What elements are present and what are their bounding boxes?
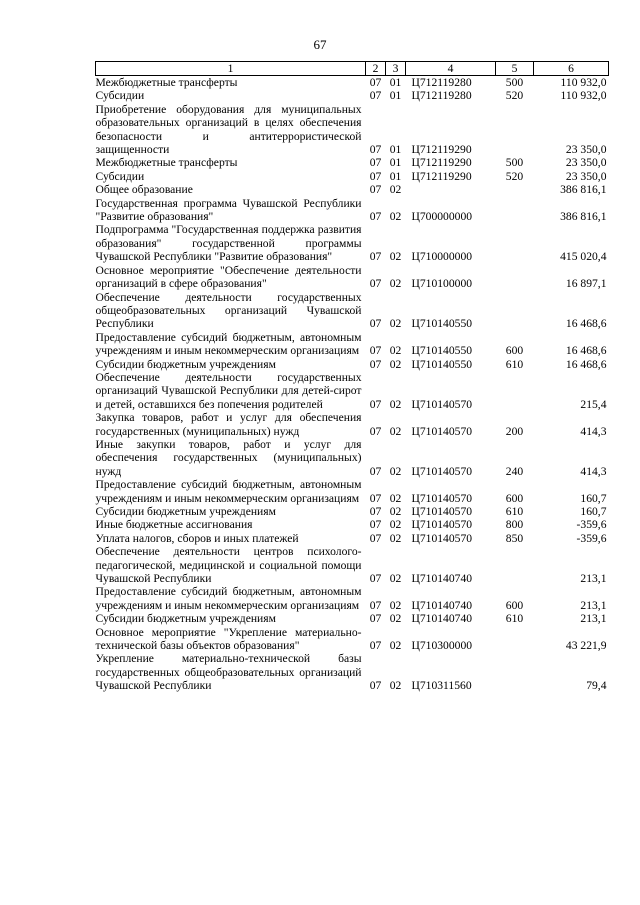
row-expense-type-cell: 520: [505, 89, 524, 103]
page-number: 67: [313, 37, 327, 52]
row-section-cell: 07: [369, 491, 382, 505]
table-row: [96, 532, 609, 545]
row-subsection-cell: 02: [389, 183, 402, 197]
row-amount-cell: 213,1: [580, 612, 607, 626]
row-section-cell: 07: [369, 317, 382, 331]
row-name-cell: Уплата налогов, сборов и иных платежей: [95, 531, 299, 545]
row-expense-type-cell: [496, 626, 534, 653]
row-amount-cell: 215,4: [580, 397, 607, 411]
row-section-cell: 07: [369, 397, 382, 411]
table-row: [96, 223, 609, 263]
row-section-cell: 07: [369, 598, 382, 612]
row-expense-type-cell: 610: [505, 505, 524, 518]
row-section-cell: 07: [369, 464, 382, 478]
row-expense-type-cell: 610: [505, 612, 524, 626]
row-subsection-cell: 02: [389, 491, 402, 505]
row-name-cell: Приобретение оборудования для муниципальных образовательных организаций в целях обеспечения безопасности и антитеррористической защищенности: [95, 102, 362, 157]
row-expense-type-cell: 600: [505, 598, 524, 612]
row-subsection-cell: 02: [389, 317, 402, 331]
row-subsection-cell: 02: [389, 250, 402, 264]
row-amount-cell: 16 468,6: [565, 344, 607, 358]
row-expense-type-cell: [496, 223, 534, 263]
table-row: [96, 89, 609, 102]
header-col-target-article: 4: [406, 62, 496, 76]
row-section-cell: 07: [369, 156, 382, 170]
row-name-cell: Субсидии бюджетным учреждениям: [95, 357, 276, 371]
row-amount-cell: 110 932,0: [560, 76, 607, 89]
table-row: [96, 156, 609, 169]
row-name-cell: Субсидии бюджетным учреждениям: [95, 505, 276, 518]
row-section-cell: 07: [369, 169, 382, 183]
budget-table: [95, 61, 609, 693]
row-amount-cell: -359,6: [576, 518, 607, 532]
row-name-cell: Закупка товаров, работ и услуг для обеспечения государственных (муниципальных) нужд: [95, 411, 362, 438]
table-row: [96, 505, 609, 518]
row-name-cell: Обеспечение деятельности центров психолого-педагогической, медицинской и социальной помощи Чувашской Республики: [95, 545, 362, 586]
row-name-cell: Государственная программа Чувашской Республики "Развитие образования": [95, 196, 362, 224]
row-name-cell: Основное мероприятие "Обеспечение деятельности организаций в сфере образования": [95, 263, 362, 291]
row-expense-type-cell: 520: [505, 169, 524, 183]
row-section-cell: 07: [369, 572, 382, 586]
row-target-article-cell: Ц710140570: [411, 397, 473, 411]
row-name-cell: Основное мероприятие "Укрепление материально-технической базы объектов образования": [95, 625, 362, 653]
row-section-cell: 07: [369, 344, 382, 358]
row-subsection-cell: 02: [389, 518, 402, 532]
row-target-article-cell: Ц710100000: [411, 277, 473, 291]
row-target-article-cell: Ц712119280: [411, 76, 472, 89]
row-expense-type-cell: 500: [505, 76, 524, 89]
row-target-article-cell: Ц712119280: [411, 89, 472, 103]
row-expense-type-cell: 600: [505, 491, 524, 505]
row-subsection-cell: 02: [389, 505, 402, 518]
row-amount-cell: 110 932,0: [560, 89, 607, 103]
table-header-row: [96, 62, 609, 76]
row-section-cell: 07: [369, 89, 382, 103]
row-amount-cell: 23 350,0: [565, 156, 607, 170]
row-name-cell: Иные закупки товаров, работ и услуг для обеспечения государственных (муниципальных) нужд: [95, 437, 362, 478]
row-section-cell: 07: [369, 210, 382, 224]
header-col-expense-type: 5: [496, 62, 534, 76]
row-section-cell: 07: [369, 518, 382, 532]
table-row: [96, 478, 609, 505]
row-amount-cell: 16 468,6: [565, 317, 607, 331]
table-row: [96, 411, 609, 438]
row-amount-cell: 23 350,0: [565, 169, 607, 183]
row-subsection-cell: 02: [389, 572, 402, 586]
table-row: [96, 612, 609, 625]
table-row: [96, 545, 609, 585]
row-subsection-cell: 02: [389, 344, 402, 358]
row-section-cell: 07: [369, 277, 382, 291]
row-amount-cell: 16 897,1: [565, 277, 607, 291]
row-section-cell: 07: [369, 612, 382, 626]
row-target-article-cell: Ц710140740: [411, 572, 473, 586]
row-amount-cell: 386 816,1: [560, 210, 607, 224]
row-target-article-cell: [406, 183, 496, 196]
row-expense-type-cell: [496, 183, 534, 196]
row-section-cell: 07: [369, 143, 382, 157]
row-name-cell: Общее образование: [95, 183, 193, 197]
row-subsection-cell: 02: [389, 612, 402, 626]
row-subsection-cell: 02: [389, 464, 402, 478]
row-target-article-cell: Ц712119290: [411, 143, 472, 157]
row-target-article-cell: Ц712119290: [411, 169, 472, 183]
table-row: [96, 197, 609, 224]
row-subsection-cell: 01: [389, 156, 402, 170]
table-row: [96, 183, 609, 196]
row-subsection-cell: 02: [389, 679, 402, 693]
row-section-cell: 07: [369, 639, 382, 653]
row-section-cell: 07: [369, 250, 382, 264]
row-target-article-cell: Ц712119290: [411, 156, 472, 170]
row-expense-type-cell: 240: [505, 464, 524, 478]
header-col-amount: 6: [534, 62, 609, 76]
row-expense-type-cell: [496, 371, 534, 411]
row-expense-type-cell: [496, 545, 534, 585]
table-row: [96, 652, 609, 692]
row-target-article-cell: Ц710140570: [411, 464, 473, 478]
row-subsection-cell: 02: [389, 357, 402, 371]
row-expense-type-cell: 800: [505, 518, 524, 532]
row-amount-cell: 16 468,6: [565, 357, 607, 371]
row-expense-type-cell: 200: [505, 424, 524, 438]
table-row: [96, 264, 609, 291]
row-name-cell: Субсидии: [95, 89, 145, 103]
row-subsection-cell: 02: [389, 531, 402, 545]
row-target-article-cell: Ц710140550: [411, 344, 473, 358]
row-expense-type-cell: 500: [505, 156, 524, 170]
row-expense-type-cell: 600: [505, 344, 524, 358]
row-expense-type-cell: [496, 264, 534, 291]
table-row: [96, 103, 609, 157]
row-subsection-cell: 02: [389, 598, 402, 612]
row-section-cell: 07: [369, 679, 382, 693]
row-target-article-cell: Ц710300000: [411, 639, 473, 653]
table-row: [96, 438, 609, 478]
row-amount-cell: 79,4: [586, 679, 607, 693]
row-amount-cell: 213,1: [580, 572, 607, 586]
row-expense-type-cell: 850: [505, 531, 524, 545]
row-amount-cell: 386 816,1: [560, 183, 607, 197]
table-row: [96, 291, 609, 331]
row-section-cell: 07: [369, 183, 382, 197]
row-name-cell: Субсидии: [95, 169, 145, 183]
row-target-article-cell: Ц710140550: [411, 357, 473, 371]
row-name-cell: Предоставление субсидий бюджетным, автономным учреждениям и иным некоммерческим организациям: [95, 330, 362, 358]
row-amount-cell: 23 350,0: [565, 143, 607, 157]
row-subsection-cell: 02: [389, 639, 402, 653]
row-target-article-cell: Ц700000000: [411, 210, 473, 224]
row-expense-type-cell: [496, 197, 534, 224]
row-expense-type-cell: [496, 103, 534, 157]
row-name-cell: Обеспечение деятельности государственных общеобразовательных организаций Чувашской Республики: [95, 290, 362, 331]
row-section-cell: 07: [369, 531, 382, 545]
row-expense-type-cell: 610: [505, 357, 524, 371]
table-row: [96, 331, 609, 358]
row-name-cell: Предоставление субсидий бюджетным, автономным учреждениям и иным некоммерческим организациям: [95, 585, 362, 612]
row-name-cell: Межбюджетные трансферты: [95, 156, 238, 170]
row-amount-cell: 160,7: [580, 505, 607, 518]
row-amount-cell: -359,6: [576, 531, 607, 545]
row-target-article-cell: Ц710140570: [411, 424, 473, 438]
table-row: [96, 585, 609, 612]
row-target-article-cell: Ц710000000: [411, 250, 473, 264]
row-amount-cell: 414,3: [580, 424, 607, 438]
table-row: [96, 371, 609, 411]
row-target-article-cell: Ц710140740: [411, 598, 473, 612]
row-section-cell: 07: [369, 357, 382, 371]
row-target-article-cell: Ц710140570: [411, 491, 473, 505]
table-row: [96, 76, 609, 90]
table-row: [96, 626, 609, 653]
row-name-cell: Обеспечение деятельности государственных организаций Чувашской Республики для детей-сирот и детей, оставшихся без попечения родителей: [95, 370, 362, 411]
row-section-cell: 07: [369, 76, 382, 89]
row-target-article-cell: Ц710140570: [411, 531, 473, 545]
row-target-article-cell: Ц710140550: [411, 317, 473, 331]
row-subsection-cell: 02: [389, 424, 402, 438]
table-body: [96, 76, 609, 693]
table-row: [96, 518, 609, 531]
row-name-cell: Субсидии бюджетным учреждениям: [95, 612, 276, 626]
row-target-article-cell: Ц710311560: [411, 679, 472, 693]
row-subsection-cell: 01: [389, 89, 402, 103]
row-target-article-cell: Ц710140740: [411, 612, 473, 626]
row-section-cell: 07: [369, 424, 382, 438]
row-amount-cell: 213,1: [580, 598, 607, 612]
row-amount-cell: 414,3: [580, 464, 607, 478]
row-subsection-cell: 02: [389, 277, 402, 291]
row-amount-cell: 43 221,9: [565, 639, 607, 653]
row-name-cell: Предоставление субсидий бюджетным, автономным учреждениям и иным некоммерческим организациям: [95, 478, 362, 505]
table-row: [96, 358, 609, 371]
row-subsection-cell: 01: [389, 76, 402, 89]
row-subsection-cell: 02: [389, 210, 402, 224]
row-expense-type-cell: [496, 291, 534, 331]
row-target-article-cell: Ц710140570: [411, 518, 473, 532]
row-section-cell: 07: [369, 505, 382, 518]
row-name-cell: Подпрограмма "Государственная поддержка развития образования" государственной программы Чувашской Республики "Развитие образования": [95, 223, 362, 264]
row-subsection-cell: 01: [389, 143, 402, 157]
row-expense-type-cell: [496, 652, 534, 692]
header-col-section: 2: [366, 62, 386, 76]
row-subsection-cell: 02: [389, 397, 402, 411]
header-col-name: 1: [96, 62, 366, 76]
row-name-cell: Укрепление материально-технической базы государственных общеобразовательных организаций Чувашской Республики: [95, 652, 362, 693]
row-amount-cell: 415 020,4: [560, 250, 607, 264]
row-subsection-cell: 01: [389, 169, 402, 183]
row-name-cell: Иные бюджетные ассигнования: [95, 518, 253, 532]
row-name-cell: Межбюджетные трансферты: [95, 76, 238, 89]
table-row: [96, 170, 609, 183]
row-target-article-cell: Ц710140570: [411, 505, 473, 518]
row-amount-cell: 160,7: [580, 491, 607, 505]
header-col-subsection: 3: [386, 62, 406, 76]
